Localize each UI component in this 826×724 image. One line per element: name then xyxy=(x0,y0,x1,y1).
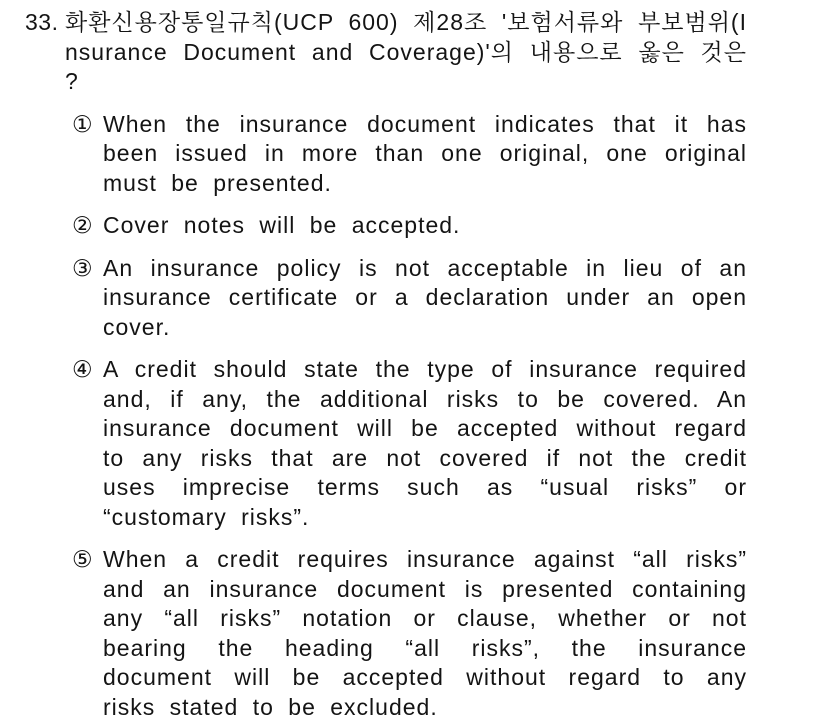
option-1-marker: ① xyxy=(72,110,93,137)
option-5-marker: ⑤ xyxy=(72,546,93,572)
option-3-marker: ③ xyxy=(72,254,93,281)
question-text: 화환신용장통일규칙(UCP 600) 제28조 '보험서류와 부보범위(Insurance Document and Coverage)'의 내용으로 옳은 것은? xyxy=(65,9,747,94)
option-3-text: An insurance policy is not acceptable in lieu of an insurance certificate or a declaration under an open cover. xyxy=(103,254,747,340)
option-4-text: A credit should state the type of insurance required and, if any, the additional risks to be covered. An insurance document will be accepted without regard to any risks that are not covered if not the credit uses imprecise terms such as “usual risks” or “customary risks”. xyxy=(103,356,747,530)
option-2 xyxy=(72,211,747,241)
option-2-marker: ② xyxy=(72,212,93,238)
option-1-text: When the insurance document indicates that it has been issued in more than one original, one original must be presented. xyxy=(103,110,747,196)
option-5-text: When a credit requires insurance against “all risks” and an insurance document is presented containing any “all risks” notation or clause, whether or not bearing the heading “all risks”, the insurance document will be accepted without regard to any risks stated to be excluded. xyxy=(103,546,747,720)
option-4-marker: ④ xyxy=(72,356,93,382)
option-4 xyxy=(72,355,747,532)
option-2-text: Cover notes will be accepted. xyxy=(103,212,461,238)
option-1 xyxy=(72,110,747,199)
option-5 xyxy=(72,545,747,722)
question-33-block xyxy=(25,8,747,722)
option-3 xyxy=(72,254,747,343)
question-header xyxy=(25,8,747,97)
question-number: 33. xyxy=(25,9,59,35)
options-list xyxy=(72,110,747,723)
